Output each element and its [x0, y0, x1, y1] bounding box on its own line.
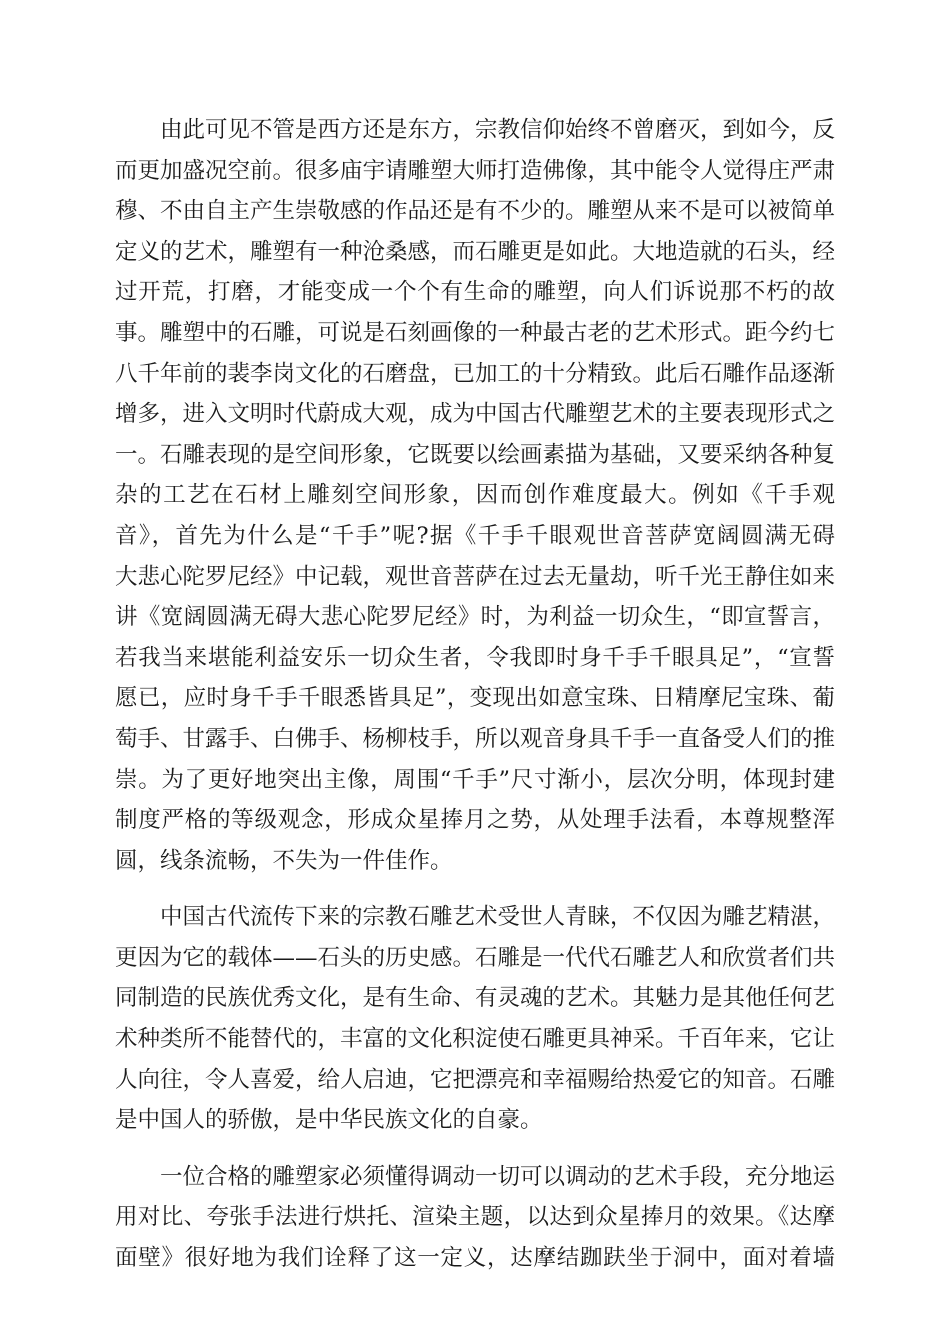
- text-line: 术种类所不能替代的，丰富的文化积淀使石雕更具神采。千百年来，它让: [115, 1026, 836, 1053]
- text-line: 事。雕塑中的石雕，可说是石刻画像的一种最古老的艺术形式。距今约七: [115, 319, 836, 346]
- text-line: 萄手、甘露手、白佛手、杨柳枝手，所以观音身具千手一直备受人们的推: [115, 725, 836, 752]
- text-line: 而更加盛况空前。很多庙宇请雕塑大师打造佛像，其中能令人觉得庄严肃: [115, 157, 836, 184]
- paragraph-3: [115, 1157, 835, 1279]
- text-line: 用对比、夸张手法进行烘托、渲染主题，以达到众星捧月的效果。《达摩: [115, 1204, 835, 1231]
- paragraph-1: [115, 110, 835, 881]
- text-line: 八千年前的裴李岗文化的石磨盘，已加工的十分精致。此后石雕作品逐渐: [115, 360, 836, 387]
- text-line: 制度严格的等级观念，形成众星捧月之势，从处理手法看，本尊规整浑: [115, 807, 835, 834]
- text-line: 由此可见不管是西方还是东方，宗教信仰始终不曾磨灭，到如今，反: [115, 117, 836, 143]
- text-line: 一。石雕表现的是空间形象，它既要以绘画素描为基础，又要采纳各种复: [115, 441, 836, 468]
- text-line: 面壁》很好地为我们诠释了这一定义，达摩结跏趺坐于洞中，面对着墙: [115, 1245, 835, 1272]
- text-line: 人向往，令人喜爱，给人启迪，它把漂亮和幸福赐给热爱它的知音。石雕: [115, 1066, 836, 1093]
- text-line: 定义的艺术，雕塑有一种沧桑感，而石雕更是如此。大地造就的石头，经: [115, 238, 836, 265]
- text-line: 增多，进入文明时代蔚成大观，成为中国古代雕塑艺术的主要表现形式之: [115, 401, 836, 428]
- text-line: 大悲心陀罗尼经》中记载，观世音菩萨在过去无量劫，听千光王静住如来: [115, 563, 836, 590]
- text-line: 崇。为了更好地突出主像，周围“千手”尺寸渐小，层次分明，体现封建: [115, 766, 835, 793]
- text-line: 讲《宽阔圆满无碍大悲心陀罗尼经》时，为利益一切众生，“即宣誓言，: [115, 604, 835, 631]
- text-line: 更因为它的载体——石头的历史感。石雕是一代代石雕艺人和欣赏者们共: [115, 944, 836, 971]
- text-line: 一位合格的雕塑家必须懂得调动一切可以调动的艺术手段，充分地运: [115, 1163, 836, 1190]
- text-line: 杂的工艺在石材上雕刻空间形象，因而创作难度最大。例如《千手观: [115, 482, 835, 509]
- text-line: 穆、不由自主产生崇敬感的作品还是有不少的。雕塑从来不是可以被简单: [115, 198, 836, 225]
- text-line: 中国古代流传下来的宗教石雕艺术受世人青睐，不仅因为雕艺精湛，: [115, 904, 836, 931]
- text-line: 若我当来堪能利益安乐一切众生者，令我即时身千手千眼具足”，“宣誓: [115, 644, 835, 671]
- text-line: 过开荒，打磨，才能变成一个个有生命的雕塑，向人们诉说那不朽的故: [115, 279, 835, 306]
- text-line: 是中国人的骄傲，是中华民族文化的自豪。: [115, 1107, 543, 1134]
- document-page: [115, 110, 835, 1279]
- text-line: 音》，首先为什么是“千手”呢?据《千手千眼观世音菩萨宽阔圆满无碍: [115, 522, 835, 549]
- text-line: 同制造的民族优秀文化，是有生命、有灵魂的艺术。其魅力是其他任何艺: [115, 985, 836, 1012]
- paragraph-2: [115, 897, 835, 1141]
- text-line: 圆，线条流畅，不失为一件佳作。: [115, 847, 453, 874]
- text-line: 愿已，应时身千手千眼悉皆具足”，变现出如意宝珠、日精摩尼宝珠、葡: [115, 685, 835, 712]
